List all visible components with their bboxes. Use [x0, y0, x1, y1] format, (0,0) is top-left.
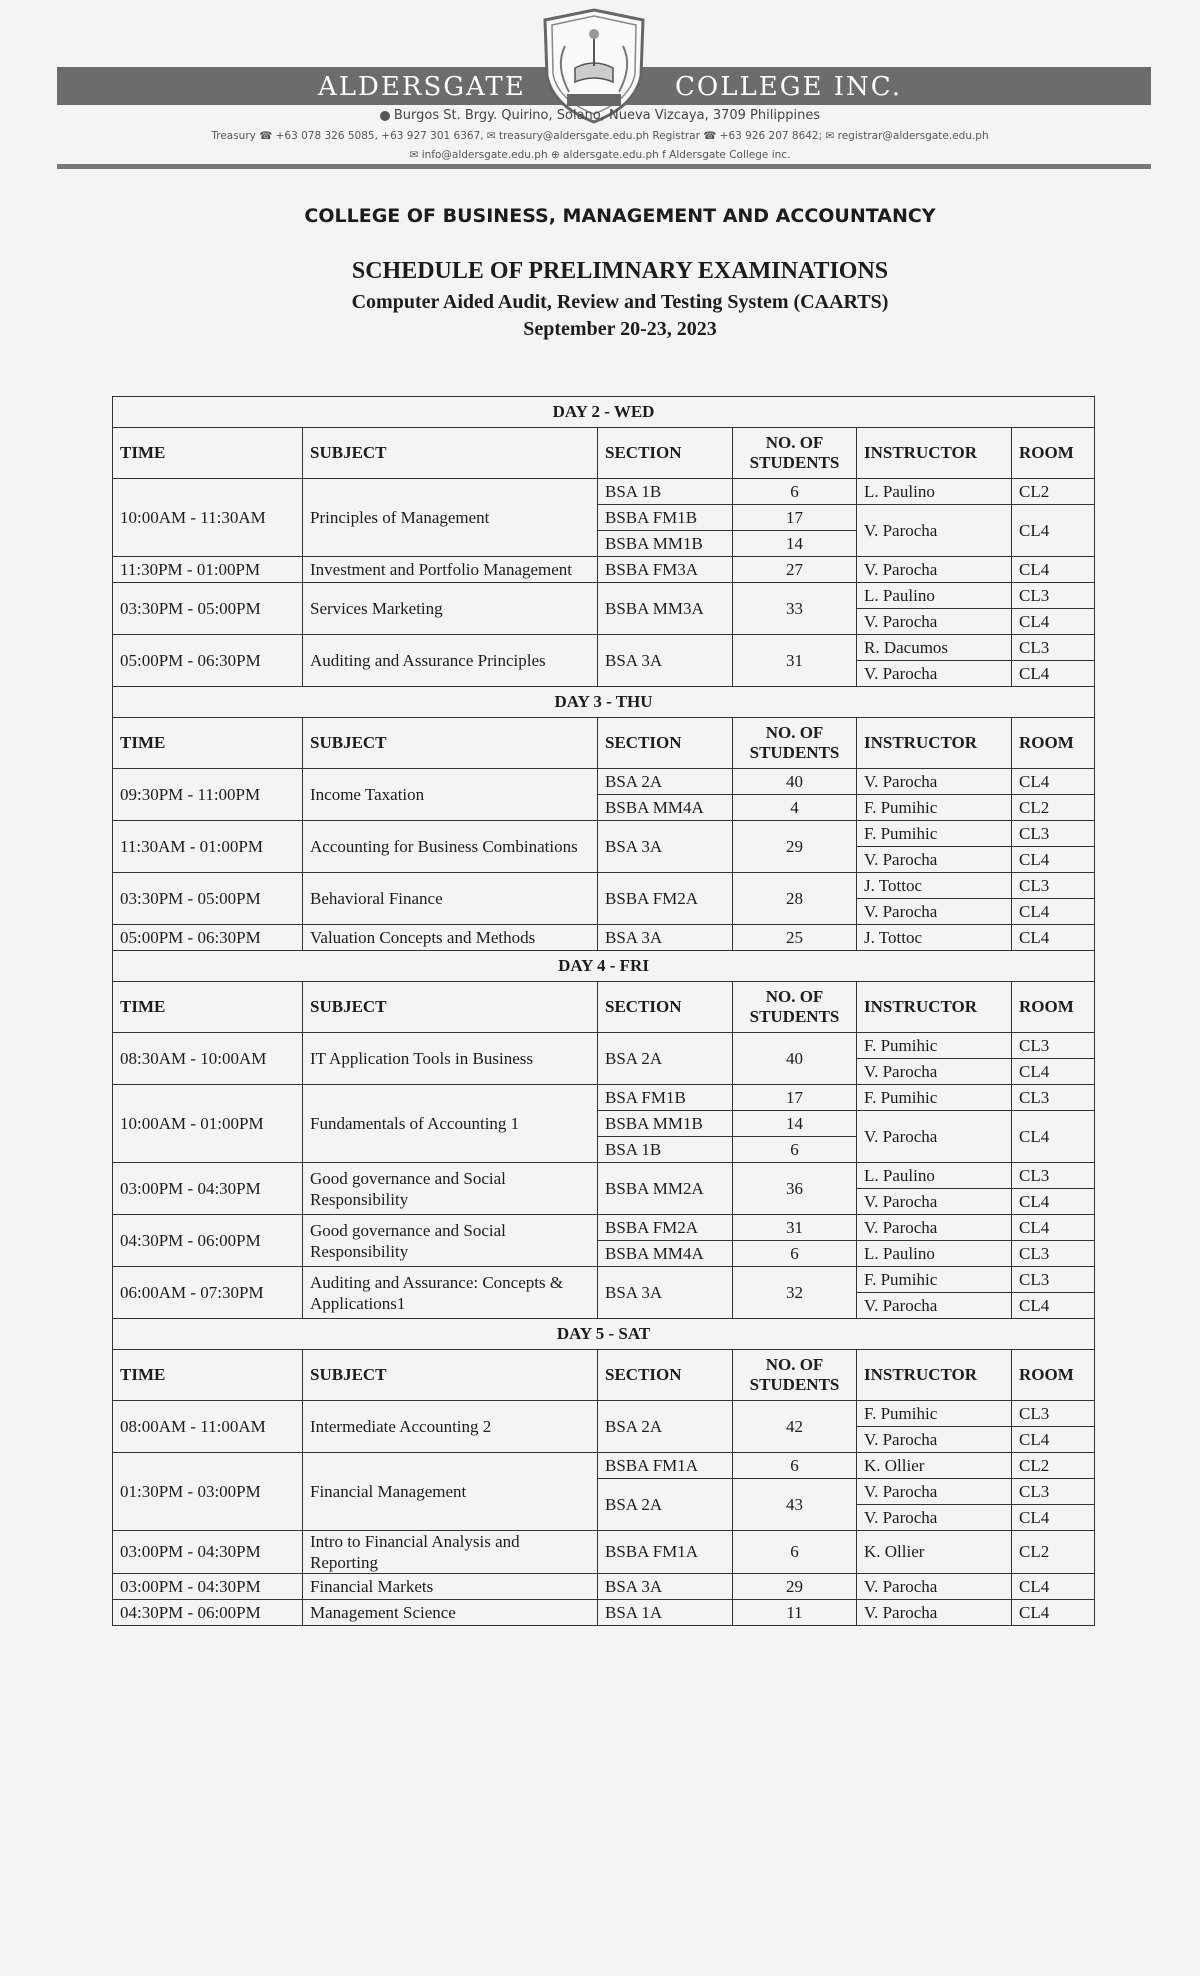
room-cell: CL3 [1012, 1479, 1095, 1505]
room-cell: CL2 [1012, 479, 1095, 505]
header-instructor: INSTRUCTOR [857, 428, 1012, 479]
students-cell: 31 [733, 1215, 857, 1241]
instructor-cell: V. Parocha [857, 1293, 1012, 1319]
schedule-row [113, 821, 1095, 847]
room-cell: CL4 [1012, 769, 1095, 795]
section-cell: BSBA MM1B [598, 531, 733, 557]
instructor-cell: V. Parocha [857, 505, 1012, 557]
time-cell: 03:30PM - 05:00PM [113, 873, 303, 925]
subject-cell: Accounting for Business Combinations [303, 821, 598, 873]
address-line [0, 108, 1200, 123]
header-students: NO. OF STUDENTS [733, 1350, 857, 1401]
column-header-row [113, 428, 1095, 479]
students-cell: 29 [733, 821, 857, 873]
room-cell: CL2 [1012, 1453, 1095, 1479]
subject-cell: Behavioral Finance [303, 873, 598, 925]
students-cell: 27 [733, 557, 857, 583]
time-cell: 05:00PM - 06:30PM [113, 925, 303, 951]
time-cell: 08:30AM - 10:00AM [113, 1033, 303, 1085]
exam-system-subtitle: Computer Aided Audit, Review and Testing System (CAARTS) [351, 291, 889, 313]
time-cell: 04:30PM - 06:00PM [113, 1215, 303, 1267]
instructor-cell: V. Parocha [857, 769, 1012, 795]
instructor-cell: F. Pumihic [857, 1085, 1012, 1111]
schedule-row [113, 925, 1095, 951]
time-cell: 03:00PM - 04:30PM [113, 1531, 303, 1574]
students-cell: 33 [733, 583, 857, 635]
students-cell: 6 [733, 1241, 857, 1267]
header-subject: SUBJECT [303, 1350, 598, 1401]
header-section: SECTION [598, 428, 733, 479]
time-cell: 01:30PM - 03:00PM [113, 1453, 303, 1531]
room-cell: CL4 [1012, 1215, 1095, 1241]
section-cell: BSA 3A [598, 635, 733, 687]
header-students: NO. OF STUDENTS [733, 718, 857, 769]
room-cell: CL3 [1012, 1085, 1095, 1111]
section-cell: BSBA FM2A [598, 1215, 733, 1241]
subject-cell: Principles of Management [303, 479, 598, 557]
instructor-cell: L. Paulino [857, 1163, 1012, 1189]
instructor-cell: V. Parocha [857, 1427, 1012, 1453]
section-cell: BSBA MM4A [598, 795, 733, 821]
header-instructor: INSTRUCTOR [857, 1350, 1012, 1401]
room-cell: CL4 [1012, 847, 1095, 873]
time-cell: 11:30AM - 01:00PM [113, 821, 303, 873]
section-cell: BSBA FM1A [598, 1453, 733, 1479]
section-cell: BSA 1B [598, 1137, 733, 1163]
instructor-cell: V. Parocha [857, 1574, 1012, 1600]
students-cell: 31 [733, 635, 857, 687]
header-subject: SUBJECT [303, 982, 598, 1033]
instructor-cell: L. Paulino [857, 583, 1012, 609]
room-cell: CL2 [1012, 1531, 1095, 1574]
college-name-right: COLLEGE INC. [675, 72, 902, 102]
schedule-row [113, 1215, 1095, 1241]
instructor-cell: J. Tottoc [857, 925, 1012, 951]
section-cell: BSBA FM3A [598, 557, 733, 583]
instructor-cell: V. Parocha [857, 847, 1012, 873]
section-cell: BSBA FM1B [598, 505, 733, 531]
students-cell: 40 [733, 769, 857, 795]
schedule-row [113, 1085, 1095, 1111]
time-cell: 03:00PM - 04:30PM [113, 1574, 303, 1600]
header-section: SECTION [598, 982, 733, 1033]
instructor-cell: J. Tottoc [857, 873, 1012, 899]
section-cell: BSA 2A [598, 1033, 733, 1085]
day-label: DAY 3 - THU [113, 687, 1095, 718]
section-cell: BSBA MM1B [598, 1111, 733, 1137]
students-cell: 6 [733, 479, 857, 505]
room-cell: CL2 [1012, 795, 1095, 821]
room-cell: CL4 [1012, 1189, 1095, 1215]
time-cell: 03:00PM - 04:30PM [113, 1163, 303, 1215]
header-subject: SUBJECT [303, 428, 598, 479]
time-cell: 09:30PM - 11:00PM [113, 769, 303, 821]
header-time: TIME [113, 982, 303, 1033]
instructor-cell: V. Parocha [857, 609, 1012, 635]
instructor-cell: V. Parocha [857, 1479, 1012, 1505]
instructor-cell: V. Parocha [857, 557, 1012, 583]
students-cell: 25 [733, 925, 857, 951]
section-cell: BSBA FM1A [598, 1531, 733, 1574]
schedule-row [113, 1453, 1095, 1479]
students-cell: 6 [733, 1453, 857, 1479]
room-cell: CL4 [1012, 899, 1095, 925]
students-cell: 14 [733, 1111, 857, 1137]
section-cell: BSA 3A [598, 821, 733, 873]
subject-cell: Income Taxation [303, 769, 598, 821]
room-cell: CL3 [1012, 1163, 1095, 1189]
section-cell: BSA 3A [598, 1267, 733, 1319]
instructor-cell: F. Pumihic [857, 1033, 1012, 1059]
students-cell: 28 [733, 873, 857, 925]
schedule-row [113, 1033, 1095, 1059]
instructor-cell: V. Parocha [857, 1059, 1012, 1085]
subject-cell: Financial Management [303, 1453, 598, 1531]
students-cell: 36 [733, 1163, 857, 1215]
students-cell: 42 [733, 1401, 857, 1453]
schedule-row [113, 1401, 1095, 1427]
room-cell: CL4 [1012, 1293, 1095, 1319]
instructor-cell: V. Parocha [857, 1189, 1012, 1215]
exam-dates: September 20-23, 2023 [523, 318, 717, 340]
subject-cell: IT Application Tools in Business [303, 1033, 598, 1085]
section-cell: BSA FM1B [598, 1085, 733, 1111]
letterhead-rule [57, 164, 1151, 169]
column-header-row [113, 718, 1095, 769]
section-cell: BSBA MM2A [598, 1163, 733, 1215]
students-cell: 4 [733, 795, 857, 821]
students-cell: 29 [733, 1574, 857, 1600]
time-cell: 04:30PM - 06:00PM [113, 1600, 303, 1626]
schedule-row [113, 635, 1095, 661]
instructor-cell: V. Parocha [857, 1111, 1012, 1163]
students-cell: 17 [733, 1085, 857, 1111]
schedule-title: SCHEDULE OF PRELIMNARY EXAMINATIONS [351, 258, 889, 284]
room-cell: CL3 [1012, 1033, 1095, 1059]
instructor-cell: L. Paulino [857, 479, 1012, 505]
section-cell: BSA 1B [598, 479, 733, 505]
instructor-cell: V. Parocha [857, 1215, 1012, 1241]
header-students: NO. OF STUDENTS [733, 428, 857, 479]
instructor-cell: K. Ollier [857, 1531, 1012, 1574]
room-cell: CL4 [1012, 925, 1095, 951]
section-cell: BSA 3A [598, 1574, 733, 1600]
day-row [113, 1319, 1095, 1350]
header-time: TIME [113, 1350, 303, 1401]
section-cell: BSA 3A [598, 925, 733, 951]
subject-cell: Intermediate Accounting 2 [303, 1401, 598, 1453]
instructor-cell: F. Pumihic [857, 1401, 1012, 1427]
header-room: ROOM [1012, 982, 1095, 1033]
section-cell: BSBA FM2A [598, 873, 733, 925]
header-time: TIME [113, 718, 303, 769]
schedule-row [113, 873, 1095, 899]
subject-cell: Intro to Financial Analysis and Reporting [303, 1531, 598, 1574]
instructor-cell: L. Paulino [857, 1241, 1012, 1267]
subject-cell: Services Marketing [303, 583, 598, 635]
header-section: SECTION [598, 1350, 733, 1401]
room-cell: CL3 [1012, 873, 1095, 899]
schedule-row [113, 1163, 1095, 1189]
subject-cell: Good governance and Social Responsibility [303, 1215, 598, 1267]
schedule-row [113, 769, 1095, 795]
schedule-row [113, 557, 1095, 583]
subject-cell: Investment and Portfolio Management [303, 557, 598, 583]
room-cell: CL4 [1012, 609, 1095, 635]
header-room: ROOM [1012, 718, 1095, 769]
room-cell: CL4 [1012, 1574, 1095, 1600]
college-department: COLLEGE OF BUSINESS, MANAGEMENT AND ACCOUNTANCY [304, 205, 936, 227]
exam-schedule-table [112, 396, 1095, 1626]
students-cell: 6 [733, 1137, 857, 1163]
room-cell: CL4 [1012, 557, 1095, 583]
section-cell: BSA 2A [598, 1479, 733, 1531]
day-label: DAY 2 - WED [113, 397, 1095, 428]
section-cell: BSA 2A [598, 1401, 733, 1453]
day-row [113, 397, 1095, 428]
section-cell: BSA 1A [598, 1600, 733, 1626]
subject-cell: Financial Markets [303, 1574, 598, 1600]
section-cell: BSA 2A [598, 769, 733, 795]
column-header-row [113, 982, 1095, 1033]
room-cell: CL3 [1012, 635, 1095, 661]
location-pin-icon [380, 111, 390, 121]
header-section: SECTION [598, 718, 733, 769]
subject-cell: Fundamentals of Accounting 1 [303, 1085, 598, 1163]
day-label: DAY 5 - SAT [113, 1319, 1095, 1350]
instructor-cell: F. Pumihic [857, 821, 1012, 847]
students-cell: 14 [733, 531, 857, 557]
day-row [113, 951, 1095, 982]
room-cell: CL4 [1012, 1059, 1095, 1085]
room-cell: CL3 [1012, 583, 1095, 609]
subject-cell: Good governance and Social Responsibility [303, 1163, 598, 1215]
subject-cell: Valuation Concepts and Methods [303, 925, 598, 951]
students-cell: 40 [733, 1033, 857, 1085]
address-text: Burgos St. Brgy. Quirino, Solano, Nueva Vizcaya, 3709 Philippines [393, 108, 821, 123]
students-cell: 6 [733, 1531, 857, 1574]
schedule-row [113, 479, 1095, 505]
section-cell: BSBA MM3A [598, 583, 733, 635]
instructor-cell: R. Dacumos [857, 635, 1012, 661]
college-name-left: ALDERSGATE [318, 72, 526, 102]
students-cell: 43 [733, 1479, 857, 1531]
subject-cell: Auditing and Assurance: Concepts & Applications1 [303, 1267, 598, 1319]
subject-cell: Management Science [303, 1600, 598, 1626]
instructor-cell: F. Pumihic [857, 795, 1012, 821]
header-room: ROOM [1012, 428, 1095, 479]
room-cell: CL4 [1012, 1111, 1095, 1163]
time-cell: 06:00AM - 07:30PM [113, 1267, 303, 1319]
schedule-row [113, 1531, 1095, 1574]
instructor-cell: V. Parocha [857, 1505, 1012, 1531]
time-cell: 08:00AM - 11:00AM [113, 1401, 303, 1453]
header-subject: SUBJECT [303, 718, 598, 769]
contact-line-2: ✉ info@aldersgate.edu.ph ⊕ aldersgate.edu.ph f Aldersgate College inc. [409, 149, 791, 161]
room-cell: CL4 [1012, 1427, 1095, 1453]
instructor-cell: V. Parocha [857, 661, 1012, 687]
room-cell: CL4 [1012, 1600, 1095, 1626]
header-instructor: INSTRUCTOR [857, 982, 1012, 1033]
time-cell: 10:00AM - 11:30AM [113, 479, 303, 557]
students-cell: 11 [733, 1600, 857, 1626]
schedule-row [113, 583, 1095, 609]
room-cell: CL3 [1012, 1401, 1095, 1427]
room-cell: CL3 [1012, 1241, 1095, 1267]
column-header-row [113, 1350, 1095, 1401]
header-students: NO. OF STUDENTS [733, 982, 857, 1033]
schedule-row [113, 1267, 1095, 1293]
room-cell: CL4 [1012, 505, 1095, 557]
instructor-cell: V. Parocha [857, 1600, 1012, 1626]
time-cell: 03:30PM - 05:00PM [113, 583, 303, 635]
students-cell: 17 [733, 505, 857, 531]
room-cell: CL4 [1012, 661, 1095, 687]
instructor-cell: V. Parocha [857, 899, 1012, 925]
time-cell: 11:30PM - 01:00PM [113, 557, 303, 583]
schedule-row [113, 1600, 1095, 1626]
students-cell: 32 [733, 1267, 857, 1319]
room-cell: CL4 [1012, 1505, 1095, 1531]
instructor-cell: K. Ollier [857, 1453, 1012, 1479]
day-label: DAY 4 - FRI [113, 951, 1095, 982]
time-cell: 05:00PM - 06:30PM [113, 635, 303, 687]
header-room: ROOM [1012, 1350, 1095, 1401]
instructor-cell: F. Pumihic [857, 1267, 1012, 1293]
room-cell: CL3 [1012, 821, 1095, 847]
time-cell: 10:00AM - 01:00PM [113, 1085, 303, 1163]
day-row [113, 687, 1095, 718]
subject-cell: Auditing and Assurance Principles [303, 635, 598, 687]
header-time: TIME [113, 428, 303, 479]
section-cell: BSBA MM4A [598, 1241, 733, 1267]
schedule-row [113, 1574, 1095, 1600]
contact-line-1: Treasury ☎ +63 078 326 5085, +63 927 301 6367, ✉ treasury@aldersgate.edu.ph Registrar ☎ +63 926 207 8642; ✉ registrar@aldersgate.edu.ph [211, 130, 989, 142]
header-instructor: INSTRUCTOR [857, 718, 1012, 769]
room-cell: CL3 [1012, 1267, 1095, 1293]
